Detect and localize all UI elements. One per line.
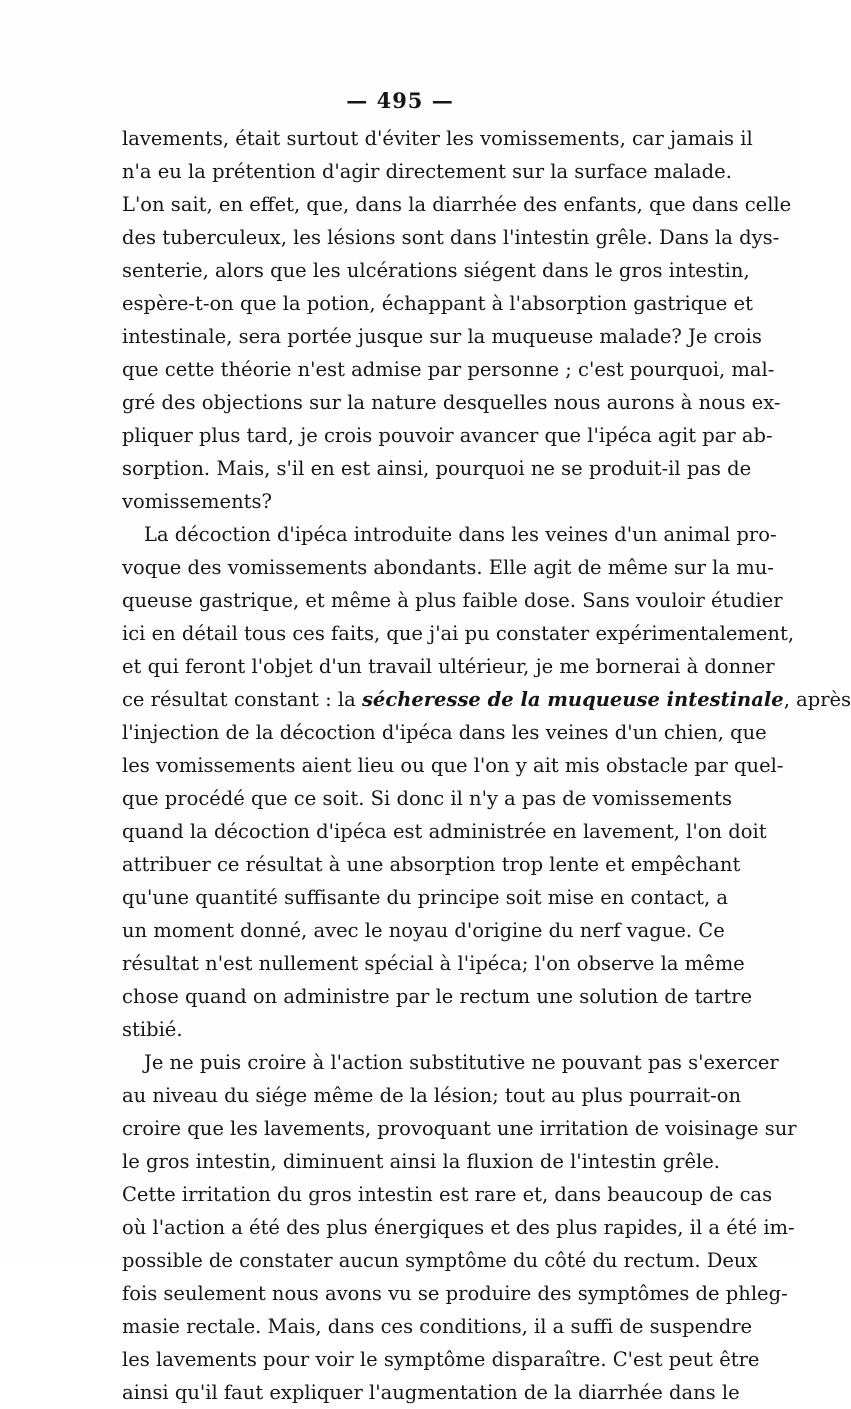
text-line: queuse gastrique, et même à plus faible dose. Sans vouloir étudier xyxy=(122,589,783,612)
text-line: attribuer ce résultat à une absorption trop lente et empêchant xyxy=(122,853,741,876)
text-line: l'injection de la décoction d'ipéca dans les veines d'un chien, que xyxy=(122,721,767,744)
text-line: un moment donné, avec le noyau d'origine du nerf vague. Ce xyxy=(122,919,725,942)
text-line: ainsi qu'il faut expliquer l'augmentation de la diarrhée dans le xyxy=(122,1381,740,1404)
text-line: pliquer plus tard, je crois pouvoir avancer que l'ipéca agit par ab- xyxy=(122,424,773,447)
page-number: — 495 — xyxy=(346,88,454,113)
text-line: croire que les lavements, provoquant une irritation de voisinage sur xyxy=(122,1117,797,1140)
text-line: où l'action a été des plus énergiques et des plus rapides, il a été im- xyxy=(122,1216,795,1239)
text-line: que cette théorie n'est admise par personne ; c'est pourquoi, mal- xyxy=(122,358,775,381)
text-line: sorption. Mais, s'il en est ainsi, pourquoi ne se produit-il pas de xyxy=(122,457,752,480)
text-line: fois seulement nous avons vu se produire des symptômes de phleg- xyxy=(122,1282,788,1305)
text-fragment: ce résultat constant : la xyxy=(122,688,362,711)
italic-phrase: sécheresse de la muqueuse intestinale xyxy=(361,688,784,711)
text-line: intestinale, sera portée jusque sur la muqueuse malade? Je crois xyxy=(122,325,762,348)
text-line: chose quand on administre par le rectum une solution de tartre xyxy=(122,985,753,1008)
text-line: les lavements pour voir le symptôme disparaître. C'est peut être xyxy=(122,1348,760,1371)
text-line: voque des vomissements abondants. Elle agit de même sur la mu- xyxy=(122,556,774,579)
text-line: possible de constater aucun symptôme du côté du rectum. Deux xyxy=(122,1249,758,1272)
text-line: que procédé que ce soit. Si donc il n'y a pas de vomissements xyxy=(122,787,732,810)
text-line: gré des objections sur la nature desquelles nous aurons à nous ex- xyxy=(122,391,781,414)
text-line: des tuberculeux, les lésions sont dans l'intestin grêle. Dans la dys- xyxy=(122,226,780,249)
text-line: senterie, alors que les ulcérations siégent dans le gros intestin, xyxy=(122,259,750,282)
text-line: au niveau du siége même de la lésion; tout au plus pourrait-on xyxy=(122,1084,742,1107)
body-text xyxy=(122,122,851,1409)
text-line: quand la décoction d'ipéca est administrée en lavement, l'on doit xyxy=(122,820,767,843)
text-line: vomissements? xyxy=(122,490,272,513)
text-line: La décoction d'ipéca introduite dans les veines d'un animal pro- xyxy=(144,523,777,546)
text-line: et qui feront l'objet d'un travail ultérieur, je me bornerai à donner xyxy=(122,655,775,678)
text-line: les vomissements aient lieu ou que l'on y ait mis obstacle par quel- xyxy=(122,754,784,777)
text-line: L'on sait, en effet, que, dans la diarrhée des enfants, que dans celle xyxy=(122,193,792,216)
text-line: ici en détail tous ces faits, que j'ai pu constater expérimentalement, xyxy=(122,622,795,645)
text-line: le gros intestin, diminuent ainsi la fluxion de l'intestin grêle. xyxy=(122,1150,720,1173)
text-line: Je ne puis croire à l'action substitutive ne pouvant pas s'exercer xyxy=(144,1051,779,1074)
text-line: n'a eu la prétention d'agir directement sur la surface malade. xyxy=(122,160,732,183)
text-line-emphasis xyxy=(122,683,851,716)
text-line: stibié. xyxy=(122,1018,183,1041)
text-line: masie rectale. Mais, dans ces conditions, il a suffi de suspendre xyxy=(122,1315,753,1338)
text-line: qu'une quantité suffisante du principe soit mise en contact, a xyxy=(122,886,729,909)
text-line: Cette irritation du gros intestin est rare et, dans beaucoup de cas xyxy=(122,1183,773,1206)
text-line: espère-t-on que la potion, échappant à l'absorption gastrique et xyxy=(122,292,753,315)
text-line: lavements, était surtout d'éviter les vomissements, car jamais il xyxy=(122,127,753,150)
text-line: résultat n'est nullement spécial à l'ipéca; l'on observe la même xyxy=(122,952,745,975)
text-fragment: , après xyxy=(783,688,851,711)
